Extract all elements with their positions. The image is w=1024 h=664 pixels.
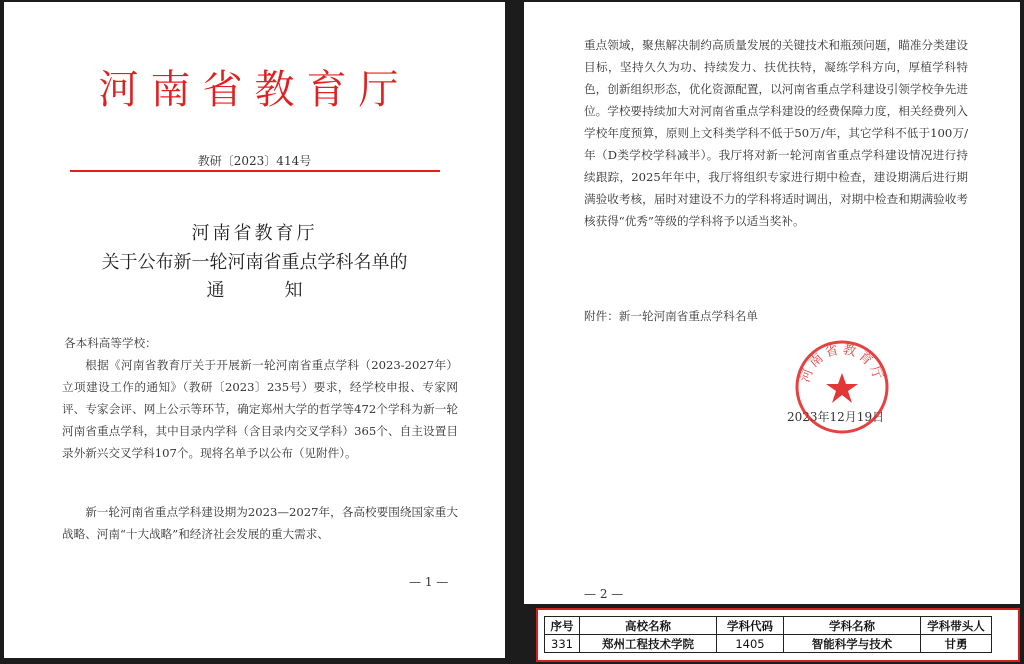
title-line-2: 关于公布新一轮河南省重点学科名单的 [101,252,408,273]
official-seal-stamp [792,337,892,437]
col-header-code: 学科代码 [717,617,784,635]
cell-index: 331 [545,635,580,653]
cell-code: 1405 [717,635,784,653]
title-line-1: 河南省教育厅 [191,223,318,244]
page-number: — 1 — [409,575,449,589]
page-number: — 2 — [584,587,624,601]
body-paragraph-2: 新一轮河南省重点学科建设期为2023—2027年，各高校要围绕国家重大战略、河南“十大战略”和经济社会发展的重大需求、 [62,505,458,541]
body-paragraph-1: 根据《河南省教育厅关于开展新一轮河南省重点学科（2023-2027年）立项建设工作的通知》（教研〔2023〕235号）要求，经学校申报、专家网评、专家会评、网上公示等环节，确定郑州大学的哲学等472个学科为新一轮河南省重点学科，其中目录内学科（含目录内交叉学科）365个、自主设置目录外新兴交叉学科107个。现将名单予以公布（见附件）。 [62,358,458,460]
cell-discipline: 智能科学与技术 [784,635,921,653]
col-header-leader: 学科带头人 [921,617,992,635]
document-number: 教研〔2023〕414号 [197,154,312,168]
attachment-note: 附件：新一轮河南省重点学科名单 [584,309,758,323]
col-header-discipline: 学科名称 [784,617,921,635]
highlight-frame [536,608,1020,662]
document-page-2 [524,2,1020,604]
col-header-index: 序号 [545,617,580,635]
col-header-university: 高校名称 [580,617,717,635]
body-paragraph-3: 重点领域，聚焦解决制约高质量发展的关键技术和瓶颈问题，瞄准分类建设目标，坚持久久为功、持续发力、扶优扶特，凝练学科方向，厚植学科特色，创新组织形态，优化资源配置，以河南省重点学科建设引领学校争先进位。学校要持续加大对河南省重点学科建设的经费保障力度，相关经费列入学校年度预算，原则上文科类学科不低于50万/年，其它学科不低于100万/年（D类学校学科减半）。我厅将对新一轮河南省重点学科建设情况进行持续跟踪，2025年年中，我厅将组织专家进行期中检查，建设期满后进行期满验收考核，届时对建设不力的学科将适时调出，对期中检查和期满验收考核获得“优秀”等级的学科将予以适当奖补。 [584,38,968,228]
table-header-row [545,617,992,635]
issuer-header: 河南省教育厅 [98,67,411,113]
cell-leader: 甘勇 [921,635,992,653]
svg-text:河南省教育厅: 河南省教育厅 [797,342,887,385]
issue-date: 2023年12月19日 [787,410,885,424]
cell-university: 郑州工程技术学院 [580,635,717,653]
red-divider [70,170,440,172]
discipline-table [544,616,992,653]
title-line-3: 通知 [206,280,363,301]
document-page-1 [4,2,505,658]
salutation: 各本科高等学校： [64,336,157,350]
table-row [545,635,992,653]
